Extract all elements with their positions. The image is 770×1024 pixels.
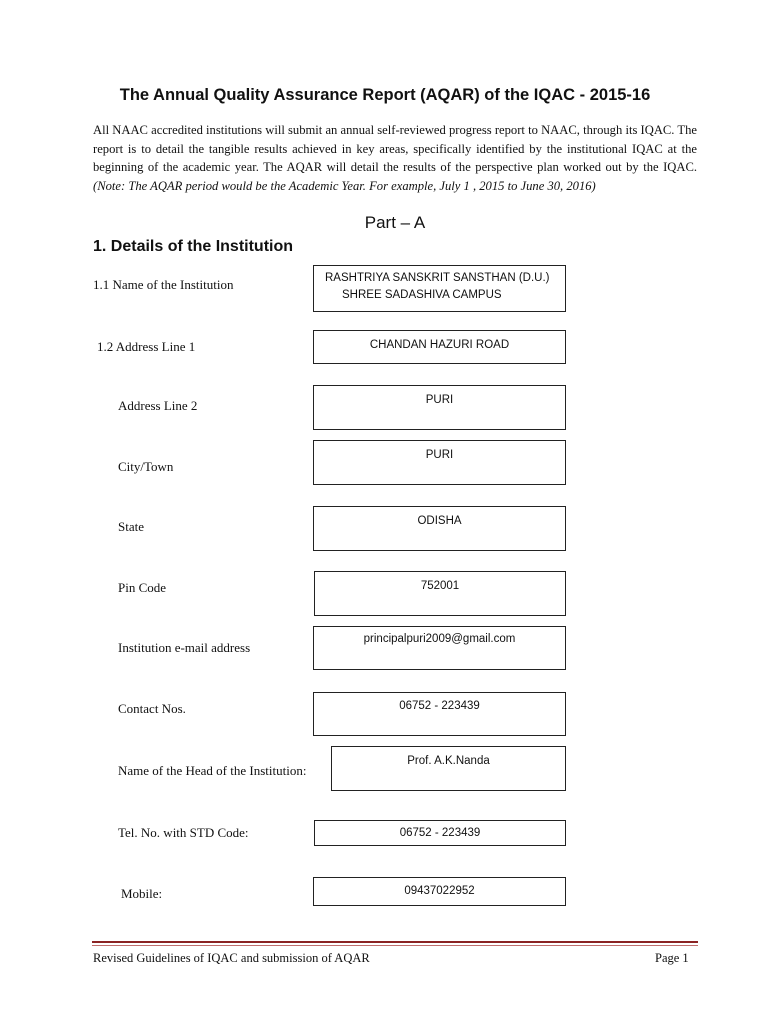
address2-field[interactable] [313,385,566,430]
mobile-label: Mobile: [121,886,163,901]
page-number: Page 1 [655,951,689,965]
city-field[interactable] [313,440,566,485]
email-field[interactable] [313,626,566,670]
pin-label: Pin Code [118,580,167,595]
tel-value: 06752 - 223439 [399,827,481,839]
address1-field[interactable] [313,330,566,364]
institution-name-line2: SHREE SADASHIVA CAMPUS [342,289,502,301]
institution-name-field[interactable] [313,265,566,312]
contact-label: Contact Nos. [118,701,186,716]
address1-label: 1.2 Address Line 1 [97,339,196,354]
document-title: The Annual Quality Assurance Report (AQAR) of the IQAC - 2015-16 [119,86,651,104]
mobile-value: 09437022952 [404,885,475,897]
city-label: City/Town [118,459,174,474]
head-label: Name of the Head of the Institution: [118,763,307,778]
part-heading: Part – A [364,213,426,232]
name-label: 1.1 Name of the Institution [93,277,234,292]
state-label: State [118,519,144,534]
state-value: ODISHA [417,515,462,527]
section-title: 1. Details of the Institution [93,238,294,255]
intro-text: All NAAC accredited institutions will submit an annual self-reviewed progress report to NAAC, through its IQAC. The report is to detail the tangible results achieved in key areas, specifically identified by the institutional IQAC at the beginning of the academic year. The AQAR will detail the results of the perspective plan worked out by the IQAC. [93,123,697,175]
tel-field[interactable] [314,820,566,846]
mobile-field[interactable] [313,877,566,906]
contact-value: 06752 - 223439 [399,700,480,712]
footer-text: Revised Guidelines of IQAC and submission of AQAR [93,951,370,965]
contact-field[interactable] [313,692,566,736]
institution-name-line1: RASHTRIYA SANSKRIT SANSTHAN (D.U.) [325,272,550,284]
address2-value: PURI [425,394,454,406]
address1-value: CHANDAN HAZURI ROAD [369,339,510,351]
head-field[interactable] [331,746,566,791]
intro-paragraph [93,121,697,195]
email-label: Institution e-mail address [118,640,251,655]
email-value: principalpuri2009@gmail.com [363,633,516,645]
pin-field[interactable] [314,571,566,616]
tel-label: Tel. No. with STD Code: [118,825,249,840]
state-field[interactable] [313,506,566,551]
intro-note: (Note: The AQAR period would be the Academic Year. For example, July 1 , 2015 to June 30, 2016) [93,178,596,193]
head-value: Prof. A.K.Nanda [407,755,490,767]
footer-rule-thick [92,941,698,943]
address2-label: Address Line 2 [118,398,198,413]
city-value: PURI [425,449,454,461]
pin-value: 752001 [420,580,460,592]
footer-rule-thin [92,945,698,946]
